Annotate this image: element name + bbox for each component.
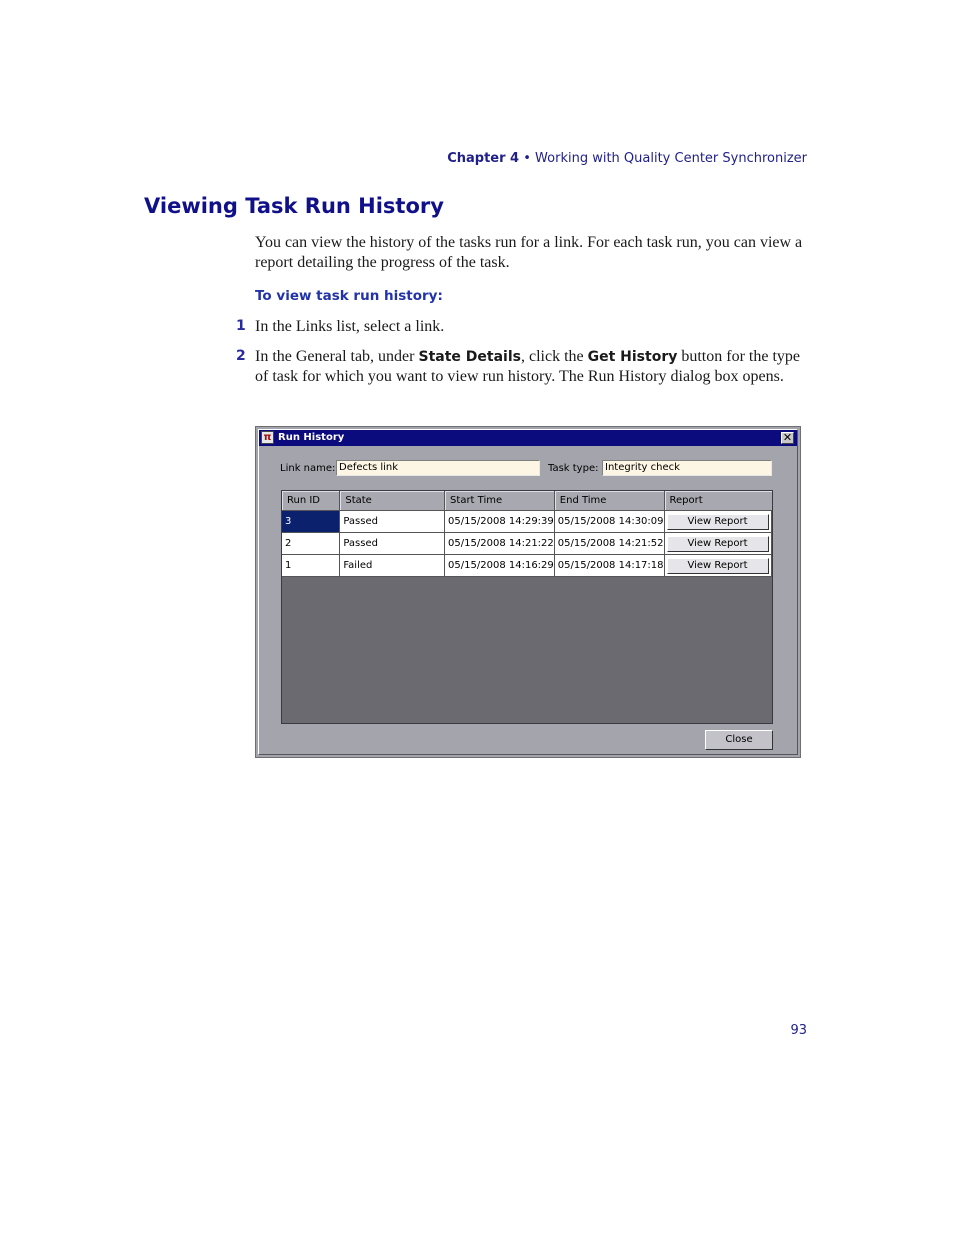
cell-start-time[interactable]: 05/15/2008 14:21:22 [445, 533, 555, 555]
cell-start-time[interactable]: 05/15/2008 14:16:29 [445, 555, 555, 577]
cell-report [664, 533, 771, 555]
table-row[interactable] [282, 555, 772, 577]
link-name-label: Link name: [280, 463, 336, 474]
dialog-title: Run History [278, 432, 345, 443]
link-name-field[interactable]: Defects link [336, 460, 540, 476]
step-text [255, 347, 807, 387]
step-text-part: button for the type of task for which you want to view run history. The Run History dialog box opens. [255, 348, 800, 385]
cell-state[interactable]: Passed [340, 511, 445, 533]
cell-report [664, 511, 771, 533]
column-header-end-time[interactable]: End Time [554, 491, 664, 511]
step-text-part: , click the [520, 348, 588, 365]
intro-paragraph: You can view the history of the tasks run for a link. For each task run, you can view a report detailing the progress of the task. [255, 234, 803, 271]
get-history-term: Get History [587, 349, 678, 365]
table-header-row [282, 491, 772, 511]
table-row[interactable] [282, 511, 772, 533]
close-icon[interactable]: ✕ [782, 431, 793, 444]
view-report-button[interactable]: View Report [667, 514, 769, 530]
step-text-part: In the General tab, under [255, 348, 419, 365]
column-header-start-time[interactable]: Start Time [445, 491, 555, 511]
step-text: In the Links list, select a link. [255, 318, 445, 335]
step-number: 1 [236, 318, 246, 334]
chapter-label: Chapter 4 [447, 151, 520, 166]
run-history-table [282, 491, 772, 577]
cell-state[interactable]: Failed [340, 555, 445, 577]
dialog-titlebar[interactable] [259, 430, 797, 446]
run-history-grid [281, 490, 773, 724]
column-header-run-id[interactable]: Run ID [282, 491, 340, 511]
task-type-field[interactable]: Integrity check [602, 460, 772, 476]
procedure-title: To view task run history: [255, 288, 443, 304]
state-details-term: State Details [418, 349, 521, 365]
column-header-state[interactable]: State [340, 491, 445, 511]
step-number: 2 [236, 348, 246, 364]
cell-run-id[interactable]: 1 [282, 555, 340, 577]
app-icon: π [261, 431, 274, 444]
cell-end-time[interactable]: 05/15/2008 14:17:18 [554, 555, 664, 577]
table-row[interactable] [282, 533, 772, 555]
view-report-button[interactable]: View Report [667, 536, 769, 552]
running-header [447, 151, 807, 166]
header-bullet: • [523, 151, 531, 166]
chapter-title: Working with Quality Center Synchronizer [535, 151, 807, 166]
cell-end-time[interactable]: 05/15/2008 14:21:52 [554, 533, 664, 555]
cell-state[interactable]: Passed [340, 533, 445, 555]
view-report-button[interactable]: View Report [667, 558, 769, 574]
close-button[interactable]: Close [705, 730, 773, 750]
section-title: Viewing Task Run History [144, 194, 444, 218]
cell-report [664, 555, 771, 577]
cell-start-time[interactable]: 05/15/2008 14:29:39 [445, 511, 555, 533]
cell-run-id[interactable]: 3 [282, 511, 340, 533]
column-header-report[interactable]: Report [664, 491, 771, 511]
task-type-label: Task type: [548, 463, 599, 474]
page-number: 93 [790, 1023, 807, 1038]
cell-run-id[interactable]: 2 [282, 533, 340, 555]
cell-end-time[interactable]: 05/15/2008 14:30:09 [554, 511, 664, 533]
run-history-dialog [255, 426, 801, 758]
